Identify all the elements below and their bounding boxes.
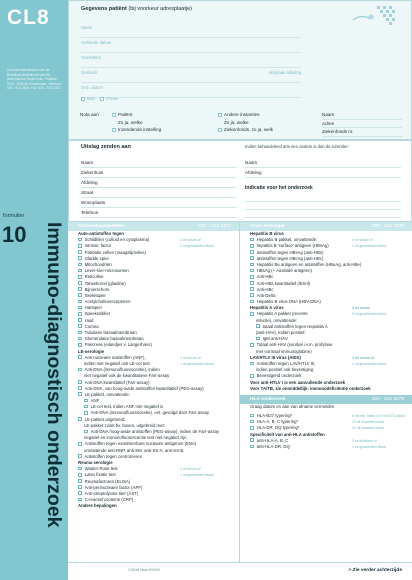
indicatie-lines[interactable] — [245, 194, 401, 218]
test-checkbox[interactable] — [78, 380, 82, 384]
nota-naam-field[interactable]: Naam — [322, 111, 402, 120]
test-label: Mitochondriën — [84, 261, 112, 267]
nota-label: Nota aan — [80, 112, 99, 117]
test-label: Hepatitis B pakket, omvattende: — [256, 237, 318, 243]
autoimmune-header: Autoimmuunziekten 020 - 512 3473 — [68, 222, 239, 231]
test-checkbox[interactable] — [78, 386, 82, 390]
test-label: totaal antistoffen tegen Hepatitis A — [262, 323, 328, 329]
gender-checks: Man Vrouw — [81, 96, 118, 101]
test-label: Anti-perinucleaire factor (APF) — [84, 484, 143, 490]
test-label: Anti-Delta — [256, 292, 276, 298]
test-checkbox[interactable] — [250, 275, 254, 279]
test-label: ANF — [90, 398, 100, 404]
specimen-note: 1 ml gescheiden bloed — [180, 473, 214, 478]
specimen-note: 4 ml serum — [352, 306, 370, 311]
test-checkbox[interactable] — [78, 473, 82, 477]
test-checkbox[interactable] — [78, 263, 82, 267]
test-label: Bijnierschors — [84, 286, 110, 292]
uitslag-field[interactable]: Straat — [81, 188, 236, 198]
test-label: Anti-streptolysine titer (AST) — [84, 490, 139, 496]
test-label: Antistoffen tegen LAV/HTLV III, — [256, 360, 316, 366]
test-label: Acetylcholinereceptoren — [84, 299, 131, 305]
specimen-note: 4 ml serum of — [352, 355, 375, 360]
test-label: Latex fixatie test — [84, 472, 116, 478]
test-label: met normaal immunoglobine) — [256, 348, 312, 354]
nota-address-fields — [322, 111, 402, 137]
uitslag-section — [68, 140, 412, 222]
test-label: Anti-HBc — [256, 286, 274, 292]
test-label: infectie), omvattende: — [256, 317, 298, 323]
test-checkbox[interactable] — [78, 287, 82, 291]
specimen-note: 5 ml gescheiden bloed — [352, 312, 386, 317]
test-label: Glomerulaire basaalmembraan — [84, 336, 144, 342]
test-label: HLA-DR, DQ typering* — [256, 425, 300, 431]
test-checkbox[interactable] — [78, 485, 82, 489]
uitslag-field[interactable]: Ziekenhuis — [81, 168, 236, 178]
test-checkbox[interactable] — [78, 337, 82, 341]
cl8-logo: CL8 — [7, 6, 50, 29]
test-checkbox[interactable] — [78, 331, 82, 335]
test-label: Anti-DNA, van hoog-avide antistoffen kwantitatief (PEG-assay) — [84, 385, 204, 391]
test-checkbox[interactable] — [84, 430, 88, 434]
nota-block — [68, 107, 412, 137]
test-checkbox[interactable] — [250, 414, 254, 418]
test-label: Reuma serologie — [78, 459, 113, 465]
virus-column — [240, 222, 412, 562]
vertical-title-wrap — [40, 222, 68, 562]
test-label: Reumafactoren (ELISA) — [84, 478, 131, 484]
test-label: anti-HLA-A, B, C — [256, 437, 289, 443]
test-checkbox[interactable] — [250, 250, 254, 254]
test-checkbox[interactable] — [250, 300, 254, 304]
specimen-note: 4 ml serum of — [180, 467, 201, 472]
test-label: Reticuline — [84, 274, 104, 280]
test-checkbox[interactable] — [78, 368, 82, 372]
test-label: (anti-HAV), indien positief: — [256, 330, 306, 335]
test-checkbox[interactable] — [250, 269, 254, 273]
test-label: Antistoffen tegen extraheerbare nucleaire antigenen (ENA) — [84, 441, 197, 447]
test-label: hepatitis B 'surface' antigeen (HBsAg) — [256, 243, 329, 249]
test-label: Pancreas (eilandjes v. Langerhans) — [84, 342, 152, 348]
patient-box-title: Gegevens patiënt (bij voorkeur adresplaatje) — [81, 6, 192, 12]
test-label: Tarwekorrel (gliadine) — [84, 280, 126, 286]
specimen-note: 5 ml hep. bloed of 3 ml EDTA bloed — [352, 414, 406, 419]
uitslag-fields — [81, 158, 236, 218]
behandelend-arts-note: Indien behandelend arts een andere is dan de inzender: — [245, 144, 349, 149]
test-checkbox[interactable] — [78, 324, 82, 328]
test-checkbox[interactable] — [78, 442, 82, 446]
test-label: Antistoffen tegen centromeren — [84, 453, 143, 459]
lab-emblem-icon — [347, 4, 399, 30]
see-reverse-link: > Zie verder achterzijde — [348, 568, 402, 573]
hla-header: HLA-onderzoek 020 - 512 3079 — [240, 395, 412, 404]
test-label: LE-pakket zoals bv. boven, uitgebreid met: — [84, 422, 165, 428]
test-label: HLA-A, B, C typering* — [256, 419, 299, 425]
test-checkbox[interactable] — [250, 445, 254, 449]
test-label: Hepatitis B virus — [250, 231, 284, 236]
test-checkbox[interactable] — [256, 324, 260, 328]
test-label: Waaler-Rose test — [84, 466, 118, 472]
patient-fields — [81, 23, 301, 98]
arts-fields — [245, 158, 401, 178]
test-checkbox[interactable] — [250, 343, 254, 347]
arts-field[interactable]: Naam — [245, 158, 401, 168]
nota-adres-field[interactable]: Adres — [322, 120, 402, 129]
specimen-note: 3 ml stolbloed of — [352, 438, 377, 443]
nota-ziekenfonds-checkbox[interactable] — [218, 128, 222, 132]
test-checkbox[interactable] — [250, 238, 254, 242]
test-checkbox[interactable] — [250, 426, 254, 430]
test-label: HLA-B27 typering* — [256, 413, 293, 419]
test-label: antistoffen tegen HBcAg (anti-HBc) — [256, 255, 324, 261]
test-checkbox[interactable] — [256, 337, 260, 341]
uitslag-field[interactable]: Afdeling — [81, 178, 236, 188]
specimen-note: 20 ml heparine bloed — [352, 426, 384, 431]
test-label: Hepatitis Be antigeen en antistoffen (HBeAg, anti-HBe) — [256, 261, 362, 267]
specimen-note: 4 ml serum of — [352, 238, 373, 243]
test-checkbox[interactable] — [78, 281, 82, 285]
test-checkbox[interactable] — [78, 479, 82, 483]
test-label: Anti-DNA (immunofluorescentie), indien — [84, 367, 160, 373]
test-checkbox[interactable] — [78, 454, 82, 458]
hla-note: Graag datum en aan van afname vermelden — [250, 403, 335, 409]
test-label: Cornea — [84, 323, 99, 329]
test-checkbox[interactable] — [250, 281, 254, 285]
test-checkbox[interactable] — [78, 343, 82, 347]
uitslag-field[interactable]: Woonplaats — [81, 198, 236, 208]
specimen-note: 1 ml gescheiden bloed — [352, 244, 386, 249]
test-checkbox[interactable] — [250, 374, 254, 378]
test-label: LE-cel test, indien ANF niet negatief is — [90, 404, 164, 410]
test-checkbox[interactable] — [78, 256, 82, 260]
test-label: Totaal anti-HAV (voorkal i.v.m. profylaxe — [256, 342, 333, 348]
test-checkbox[interactable] — [78, 300, 82, 304]
uitslag-title: Uitslag zenden aan — [81, 144, 131, 150]
nota-options-2: Andere instanties Zo ja, welke Ziekenfonds, zo ja, welk — [218, 111, 273, 134]
arts-field[interactable]: Afdeling — [245, 168, 401, 178]
specimen-note: 1 ml gescheiden bloed — [180, 244, 214, 249]
test-checkbox[interactable] — [250, 244, 254, 248]
test-checkbox[interactable] — [250, 312, 254, 316]
test-label: Anti-DNA hoog-avide antistoffen (PEG-assay), indien de Farr-assay — [90, 429, 220, 434]
test-label: Hartspier — [84, 305, 103, 311]
form-footer — [68, 562, 412, 580]
test-checkbox[interactable] — [78, 306, 82, 310]
test-checkbox[interactable] — [78, 293, 82, 297]
sidebar — [0, 0, 68, 580]
test-label: Anti-HBs kwantitatief (IE/ml) — [256, 280, 311, 286]
test-checkbox[interactable] — [78, 250, 82, 254]
test-label: antistoffen tegen HBsAg (anti-HBs) — [256, 249, 324, 255]
test-label: anti-HLA-DR, DQ — [256, 444, 290, 449]
test-label: Hepatitis A virus — [250, 305, 284, 311]
test-label: indien positief ook bevestiging — [256, 367, 314, 373]
test-label: Specificiteit van anti-HLA antistoffen — [250, 431, 325, 437]
test-label: LE-pakket, omvattende: — [84, 391, 130, 397]
patient-field-row[interactable]: Geboorte datum — [81, 38, 301, 53]
patient-field-row[interactable]: Voorletters — [81, 53, 301, 68]
test-checkbox[interactable] — [78, 244, 82, 248]
test-checkbox[interactable] — [250, 362, 254, 366]
test-label: indien niet negatief ook LE-cel test — [84, 360, 150, 366]
test-checkbox[interactable] — [84, 405, 88, 409]
test-item[interactable] — [240, 444, 412, 450]
virus-header: Virus serologie 020 - 512 3206 — [240, 222, 412, 231]
test-label: Skeletspier — [84, 292, 106, 298]
test-label: Anti-nucleaire antistoffen (ANF), — [84, 354, 146, 360]
patient-field-row[interactable]: Geslacht afspraak afdeling — [81, 68, 301, 83]
test-label: LE-serologie — [78, 348, 105, 354]
specimen-note: 20 ml heparine bloed — [352, 420, 384, 425]
test-checkbox[interactable] — [78, 318, 82, 322]
test-label: Anti-HBc — [256, 274, 274, 280]
formulier-label: formulier — [3, 213, 25, 219]
test-label: Pariëtale cellen (maagslijmvlies) — [84, 249, 146, 255]
test-label: Hepatitis B virus DNA (HBV-DNA) — [256, 299, 321, 305]
test-checkbox[interactable] — [78, 269, 82, 273]
vrouw-checkbox[interactable] — [100, 97, 104, 101]
test-label: C-reactief proteïne (CRP) — [84, 497, 134, 503]
specimen-note: 1 ml gescheiden bloed — [180, 361, 214, 366]
test-checkbox[interactable] — [250, 420, 254, 424]
test-label: Voor TA/TB, zie onmiddellijk: immunodeficiëntie onderzoek — [250, 385, 371, 391]
form-title: Immuno-diagnostisch onderzoek — [43, 222, 65, 528]
test-subheading — [68, 503, 239, 509]
nota-ziekenfonds-field[interactable]: Ziekenfonds nr. — [322, 128, 402, 137]
test-checkbox[interactable] — [250, 287, 254, 291]
test-subheading — [240, 386, 412, 392]
lab-address-info: Centraal laboratorium van de Bloedtransfusiedienst van het Nederlandse Rode Kruis. Postbus 9190, 1006 AD Amsterdam. Telefoon: 020 - 512 3456. Fax: 020 - 512 3332 — [7, 68, 62, 91]
autoimmune-column — [68, 222, 240, 562]
test-label: Andere bepalingen — [78, 503, 117, 509]
test-label: Schildklier (colloid en cytoplasma) — [84, 237, 150, 243]
form-number: 10 — [2, 222, 27, 247]
nota-instelling-checkbox[interactable] — [112, 128, 116, 132]
test-label: Huid — [84, 317, 94, 323]
test-checkbox[interactable] — [78, 417, 82, 421]
test-checkbox[interactable] — [78, 392, 82, 396]
test-label: IgM anti-HAV — [262, 336, 288, 342]
man-checkbox[interactable] — [81, 97, 85, 101]
test-label: Lever-nier-microsomen — [84, 268, 129, 274]
test-checkbox[interactable] — [78, 355, 82, 359]
test-checkbox[interactable] — [78, 491, 82, 495]
test-label: Voor anti-HTLV I is een aanvullende onderzoek — [250, 379, 346, 385]
test-label: LE-pakket uitgebreid: — [84, 416, 126, 422]
test-label: LAV/HTLV III virus (AIDS) — [250, 354, 301, 360]
form-code: 2.6048 Nivel-RV000 — [128, 568, 161, 572]
test-checkbox[interactable] — [78, 467, 82, 471]
uitslag-field[interactable]: Telefoon — [81, 208, 236, 218]
test-checkbox[interactable] — [250, 438, 254, 442]
patient-field-row[interactable]: Geb. datum — [81, 83, 301, 98]
test-label: HBsAg (+ Australië antigeen) — [256, 268, 312, 274]
nota-options-1: Patiënt Zo ja, welke Inzendende instelling — [112, 111, 161, 134]
specimen-note: 1 ml gescheiden bloed — [352, 445, 386, 449]
specimen-note: 4 ml serum of — [180, 238, 201, 243]
test-checkbox[interactable] — [78, 312, 82, 316]
patient-field-row[interactable]: Naam — [81, 23, 301, 38]
test-label: Anti-DNA kwantitatief (Farr-assay) — [84, 379, 150, 385]
test-label: Bevestigend onderzoek — [256, 373, 302, 379]
test-checkbox[interactable] — [84, 399, 88, 403]
test-checkbox[interactable] — [84, 411, 88, 415]
test-checkbox[interactable] — [250, 293, 254, 297]
uitslag-field[interactable]: Naam — [81, 158, 236, 168]
test-label: omvattende anti-RNP, anti-SM, anti-SS-A, anti-SS-B, — [84, 447, 185, 453]
test-label: niet negatief ook de kwantitatieve Farr-assay — [84, 373, 170, 379]
test-checkbox[interactable] — [250, 263, 254, 267]
test-label: Gladde spier — [84, 255, 109, 261]
test-checkbox[interactable] — [78, 498, 82, 502]
test-label: negatief en immunofluorescentie test niet negatief zijn — [84, 435, 187, 441]
test-label: Tubulaire basaalmembraan — [84, 330, 137, 335]
nota-andere-checkbox[interactable] — [218, 113, 222, 117]
nota-patient-checkbox[interactable] — [112, 113, 116, 117]
test-checkbox[interactable] — [250, 256, 254, 260]
test-label: Speekselklier — [84, 311, 111, 317]
test-checkbox[interactable] — [78, 275, 82, 279]
test-label: Intrinsic factor — [84, 243, 112, 249]
test-label: Anti-DNA (immunofluorescentie), evt. gevolgd door Farr-assay — [90, 410, 210, 416]
specimen-note: 1 ml gescheiden bloed — [352, 361, 386, 366]
test-label: Auto-antistoffen tegen — [78, 231, 124, 236]
test-checkbox[interactable] — [78, 238, 82, 242]
test-label: Hepatitis A pakket (recente — [256, 311, 308, 317]
tests-section — [68, 222, 412, 562]
specimen-note: 4 ml serum of — [180, 355, 201, 360]
indicatie-title: Indicatie voor het onderzoek — [245, 185, 313, 191]
